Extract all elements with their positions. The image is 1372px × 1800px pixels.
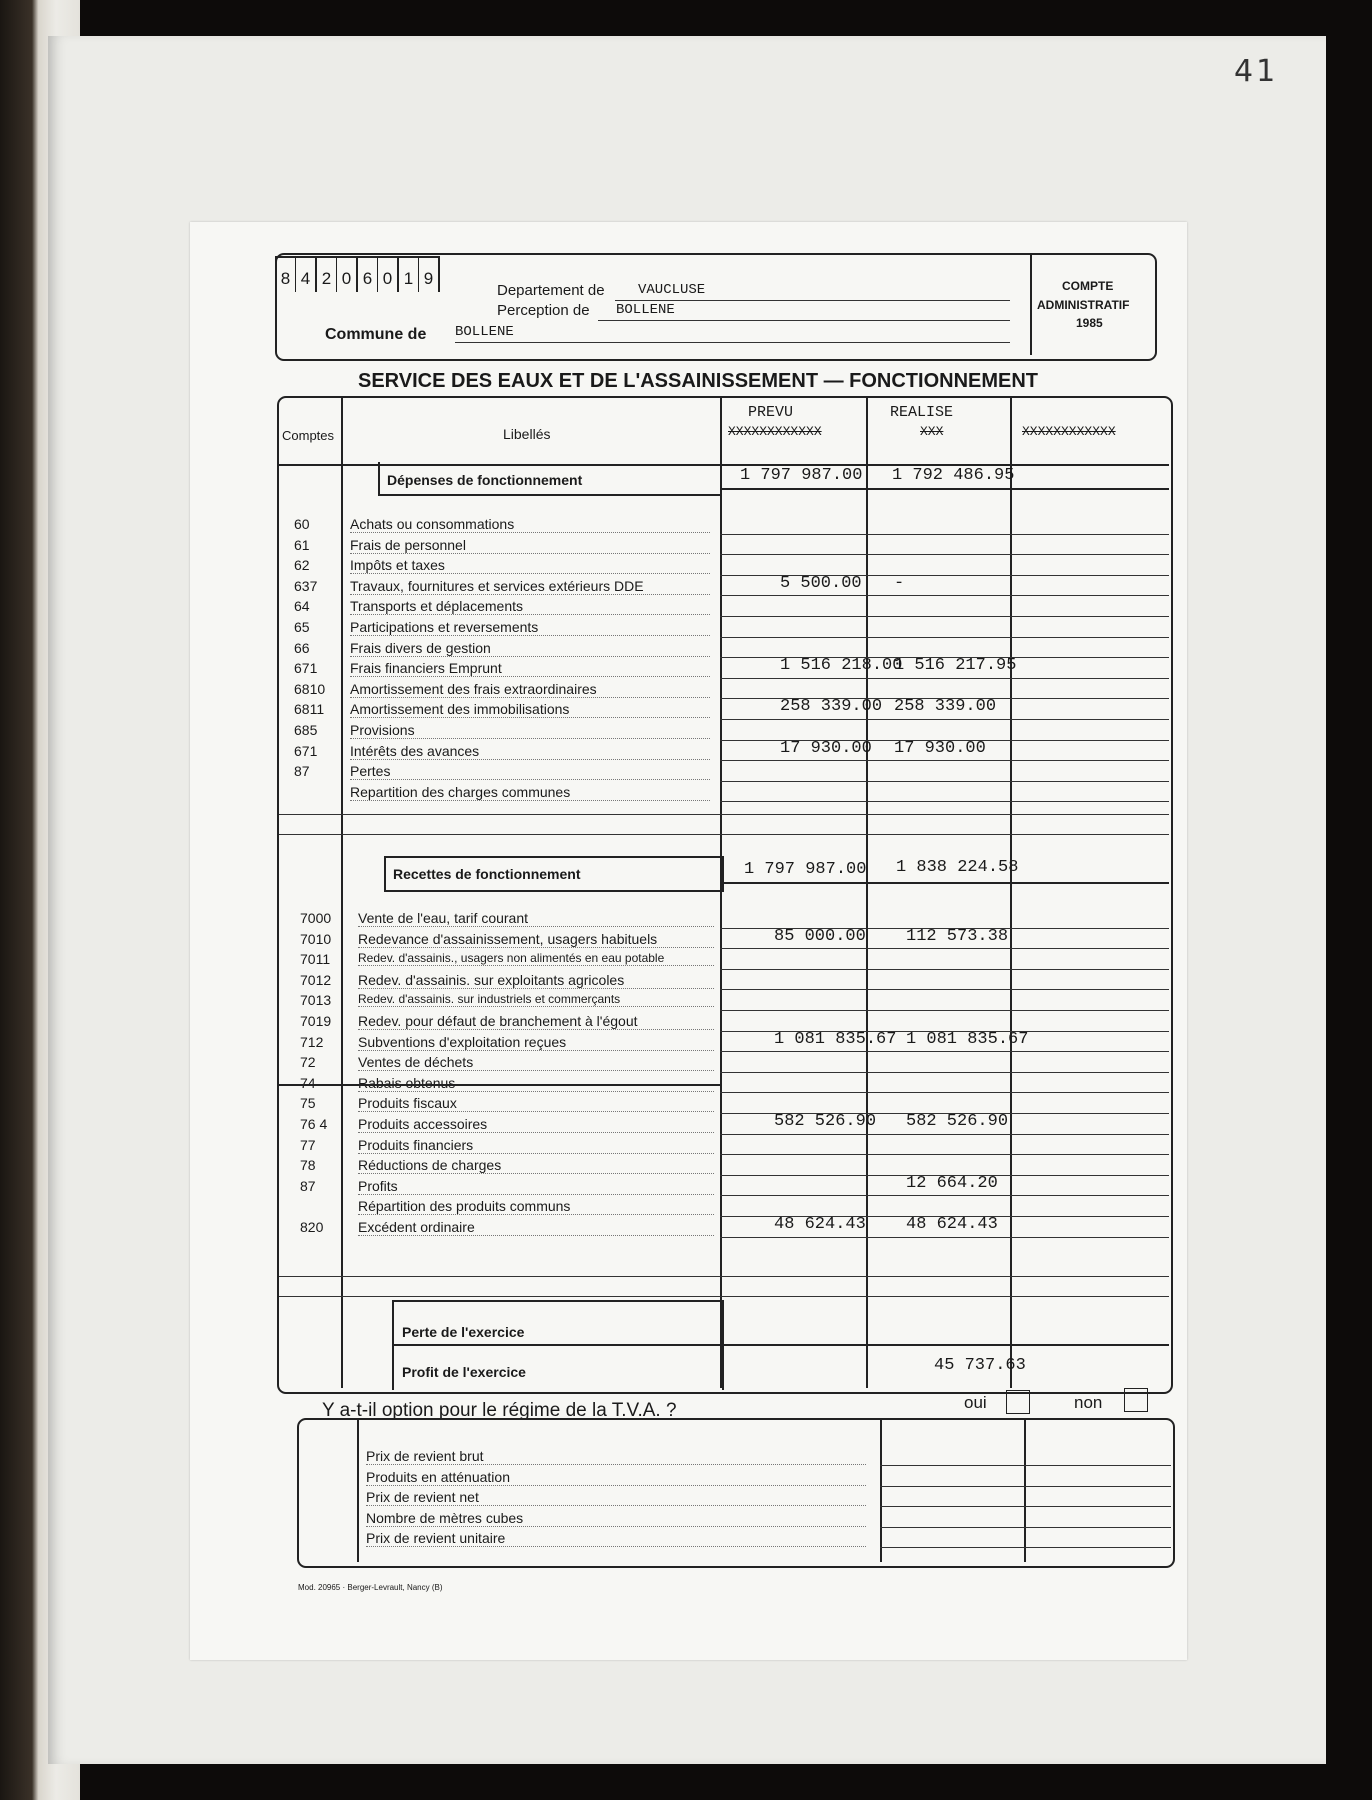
- recettes-row-code: 7012: [300, 971, 332, 988]
- commune-rule: [455, 342, 1010, 343]
- recettes-row-label: Répartition des produits communs: [358, 1198, 714, 1215]
- recettes-row-rule: [720, 1092, 1169, 1093]
- recettes-row-code: 712: [300, 1033, 324, 1050]
- depenses-row-code: 60: [294, 516, 310, 532]
- depenses-row-rule: [720, 801, 1169, 802]
- recettes-row-label: Produits financiers: [358, 1137, 714, 1154]
- recettes-row-realise: 112 573.38: [906, 926, 1009, 946]
- commune-value: BOLLENE: [455, 324, 514, 340]
- recettes-row-prevu: 582 526.90: [774, 1112, 877, 1131]
- depenses-row-label: Pertes: [350, 763, 710, 780]
- recettes-row-label: Redev. d'assainis., usagers non alimentés en eau potable: [358, 951, 714, 966]
- profit-label: Profit de l'exercice: [402, 1364, 526, 1380]
- section-rule-1: [279, 814, 1169, 815]
- depenses-row-code: 6811: [294, 701, 325, 718]
- recettes-row-code: 78: [300, 1157, 316, 1174]
- depenses-label: Dépenses de fonctionnement: [387, 472, 583, 488]
- col-divider-libelles: [720, 398, 722, 1388]
- recettes-row-label: Produits fiscaux: [358, 1095, 714, 1112]
- recettes-row-code: 7011: [300, 951, 331, 968]
- depenses-row-label: Intérêts des avances: [350, 743, 710, 760]
- depenses-row-label: Amortissement des immobilisations: [350, 701, 710, 718]
- depenses-row-realise: 1 516 217.95: [894, 656, 1017, 676]
- recettes-label: Recettes de fonctionnement: [393, 866, 581, 882]
- departement-rule: [615, 300, 1010, 301]
- col-prevu: PREVU: [748, 404, 794, 421]
- recettes-row-prevu: 85 000.00: [774, 926, 866, 946]
- code-digit: 8: [275, 258, 295, 292]
- recettes-prevu: 1 797 987.00: [744, 860, 867, 879]
- departement-label: Departement de: [497, 282, 605, 299]
- recettes-row-realise: 48 624.43: [906, 1215, 998, 1234]
- depenses-row-realise: 258 339.00: [894, 697, 997, 717]
- depenses-row-rule: [720, 554, 1169, 555]
- depenses-row-prevu: 5 500.00: [780, 573, 862, 593]
- depenses-row-prevu: 258 339.00: [780, 697, 883, 717]
- form-footer: Mod. 20965 · Berger-Levrault, Nancy (B): [298, 1583, 443, 1592]
- depenses-row-label: Travaux, fournitures et services extérieurs DDE: [350, 578, 710, 595]
- tva-non-label: non: [1074, 1393, 1103, 1412]
- recettes-row-code: 72: [300, 1054, 316, 1071]
- recettes-row-label: Réductions de charges: [358, 1157, 714, 1174]
- depenses-row-code: 64: [294, 598, 310, 615]
- depenses-row-prevu: 1 516 218.00: [780, 656, 903, 676]
- depenses-row-label: Impôts et taxes: [350, 557, 710, 574]
- col-divider-realise: [1010, 398, 1012, 1388]
- recettes-row-rule: [720, 1072, 1169, 1073]
- section-rule-2: [279, 834, 1169, 835]
- recettes-row-code: 77: [300, 1136, 316, 1153]
- recettes-row-code: 7019: [300, 1013, 332, 1029]
- code-digit: 2: [315, 258, 336, 292]
- recettes-row-rule: [720, 969, 1169, 970]
- badge-line-3: 1985: [1076, 316, 1103, 330]
- depenses-row-label: Provisions: [350, 722, 710, 739]
- badge-line-2: ADMINISTRATIF: [1037, 298, 1130, 312]
- bottom-rule-1: [279, 1276, 1169, 1277]
- prix-row-rule: [880, 1547, 1171, 1548]
- tva-oui-label: oui: [964, 1393, 987, 1412]
- recettes-row-rule: [720, 948, 1169, 949]
- profit-value: 45 737.63: [934, 1356, 1026, 1375]
- prix-row-rule: [880, 1527, 1171, 1528]
- depenses-row-label: Participations et reversements: [350, 619, 710, 636]
- depenses-row-label: Frais divers de gestion: [350, 640, 710, 657]
- depenses-row-code: 61: [294, 536, 310, 553]
- page-number: 41: [1234, 54, 1279, 89]
- col-third-struck: XXXXXXXXXXXX: [1022, 424, 1116, 439]
- recettes-row-rule: [720, 1154, 1169, 1155]
- code-digit: 9: [418, 258, 438, 292]
- recettes-row-label: Excédent ordinaire: [358, 1219, 714, 1236]
- recettes-row-realise: 12 664.20: [906, 1173, 998, 1193]
- col-divider-comptes: [341, 398, 343, 1388]
- recettes-row-rule: [720, 1237, 1169, 1238]
- depenses-row-rule: [720, 760, 1169, 761]
- code-digit: 4: [295, 258, 315, 292]
- departement-value: VAUCLUSE: [638, 282, 706, 298]
- recettes-row-rule: [720, 1195, 1169, 1196]
- perception-label: Perception de: [497, 302, 590, 319]
- depenses-row-label: Frais de personnel: [350, 537, 710, 554]
- commune-label: Commune de: [325, 326, 427, 343]
- recettes-row-label: Redevance d'assainissement, usagers habituels: [358, 931, 714, 948]
- depenses-row-rule: [720, 719, 1169, 720]
- recettes-row-code: 74: [300, 1074, 316, 1091]
- prix-row-label: Prix de revient brut: [366, 1448, 866, 1465]
- recettes-row-rule: [720, 1010, 1169, 1011]
- depenses-row-code: 685: [294, 722, 318, 738]
- recettes-realise: 1 838 224.58: [896, 858, 1019, 877]
- prix-col-3: [1024, 1420, 1026, 1562]
- code-digit: 1: [397, 258, 418, 292]
- prix-row-label: Prix de revient unitaire: [366, 1530, 866, 1547]
- col-libelles: Libellés: [503, 426, 551, 442]
- depenses-row-code: 87: [294, 763, 310, 780]
- depenses-row-code: 66: [294, 639, 310, 656]
- recettes-row-code: 76 4: [300, 1116, 328, 1132]
- depenses-row-rule: [720, 678, 1169, 679]
- recettes-row-label: Ventes de déchets: [358, 1054, 714, 1071]
- code-digit: 6: [356, 258, 377, 292]
- recettes-row-rule: [720, 1051, 1169, 1052]
- tva-oui-checkbox[interactable]: [1006, 1390, 1030, 1414]
- recettes-row-label: Subventions d'exploitation reçues: [358, 1034, 714, 1051]
- depenses-row-rule: [720, 616, 1169, 617]
- prix-row-label: Nombre de mètres cubes: [366, 1510, 866, 1527]
- perte-profit-divider: [392, 1344, 1169, 1346]
- bottom-rule-2: [279, 1296, 1169, 1297]
- prix-row-rule: [880, 1486, 1171, 1487]
- recettes-row-realise: 1 081 835.67: [906, 1029, 1029, 1049]
- recettes-row-code: 7010: [300, 930, 332, 947]
- prix-row-rule: [880, 1465, 1171, 1466]
- recettes-row-prevu: 1 081 835.67: [774, 1029, 897, 1049]
- depenses-row-label: Achats ou consommations: [350, 516, 710, 533]
- depenses-row-rule: [720, 534, 1169, 535]
- depenses-row-rule: [720, 637, 1169, 638]
- depenses-realise: 1 792 486.95: [892, 466, 1015, 485]
- col-realise-struck: XXX: [920, 424, 944, 439]
- depenses-row-rule: [720, 781, 1169, 782]
- page-title: SERVICE DES EAUX ET DE L'ASSAINISSEMENT — FONCTIONNEMENT: [358, 370, 1039, 392]
- recettes-row-label: Produits accessoires: [358, 1116, 714, 1133]
- depenses-rule: [720, 488, 1169, 490]
- perte-label: Perte de l'exercice: [402, 1324, 525, 1340]
- depenses-row-label: Repartition des charges communes: [350, 784, 710, 801]
- recettes-row-prevu: 48 624.43: [774, 1215, 866, 1234]
- prix-row-label: Prix de revient net: [366, 1489, 866, 1506]
- prix-col-2: [880, 1420, 882, 1562]
- depenses-row-code: 62: [294, 557, 310, 574]
- recettes-row-label: Vente de l'eau, tarif courant: [358, 910, 714, 927]
- tva-non-checkbox[interactable]: [1124, 1388, 1148, 1412]
- depenses-row-label: Frais financiers Emprunt: [350, 660, 710, 677]
- recettes-row-code: 7013: [300, 992, 332, 1009]
- perception-rule: [598, 320, 1010, 321]
- depenses-row-code: 671: [294, 742, 318, 759]
- recettes-row-code: 7000: [300, 910, 332, 926]
- depenses-row-rule: [720, 595, 1169, 596]
- recettes-row-label: Redev. d'assainis. sur exploitants agricoles: [358, 972, 714, 989]
- recettes-row-rule: [720, 1134, 1169, 1135]
- col-comptes: Comptes: [282, 428, 335, 443]
- depenses-row-code: 65: [294, 619, 310, 635]
- code-digit: 0: [336, 258, 356, 292]
- depenses-row-prevu: 17 930.00: [780, 738, 872, 758]
- col-realise: REALISE: [890, 404, 954, 421]
- tva-question: Y a-t-il option pour le régime de la T.V.A. ?: [322, 1400, 677, 1421]
- recettes-row-code: 87: [300, 1177, 316, 1194]
- recettes-row-label: Rabais obtenus: [358, 1075, 714, 1092]
- prix-row-label: Produits en atténuation: [366, 1469, 866, 1486]
- depenses-prevu: 1 797 987.00: [740, 466, 863, 485]
- depenses-row-label: Transports et déplacements: [350, 598, 710, 615]
- recettes-row-label: Redev. d'assainis. sur industriels et commerçants: [358, 992, 714, 1007]
- prix-col-1: [357, 1420, 359, 1562]
- recettes-row-code: 75: [300, 1095, 316, 1112]
- col-divider-prevu: [866, 398, 868, 1388]
- recettes-row-rule: [720, 989, 1169, 990]
- depenses-row-code: 637: [294, 577, 318, 594]
- depenses-row-realise: -: [894, 573, 905, 593]
- recettes-row-code: 820: [300, 1219, 324, 1235]
- header-divider: [1030, 255, 1032, 355]
- recettes-rule: [720, 882, 1169, 884]
- depenses-row-code: 6810: [294, 680, 326, 697]
- depenses-row-realise: 17 930.00: [894, 738, 986, 758]
- depenses-row-label: Amortissement des frais extraordinaires: [350, 681, 710, 698]
- code-digits: [275, 256, 440, 292]
- mid-rule: [279, 1084, 720, 1086]
- badge-line-1: COMPTE: [1062, 279, 1114, 293]
- recettes-row-label: Profits: [358, 1178, 714, 1195]
- prix-row-rule: [880, 1506, 1171, 1507]
- perception-value: BOLLENE: [616, 302, 675, 318]
- recettes-row-realise: 582 526.90: [906, 1112, 1009, 1131]
- recettes-row-label: Redev. pour défaut de branchement à l'égout: [358, 1013, 714, 1030]
- col-prevu-struck: XXXXXXXXXXXX: [728, 424, 822, 439]
- code-digit: 0: [377, 258, 397, 292]
- depenses-row-code: 671: [294, 660, 318, 677]
